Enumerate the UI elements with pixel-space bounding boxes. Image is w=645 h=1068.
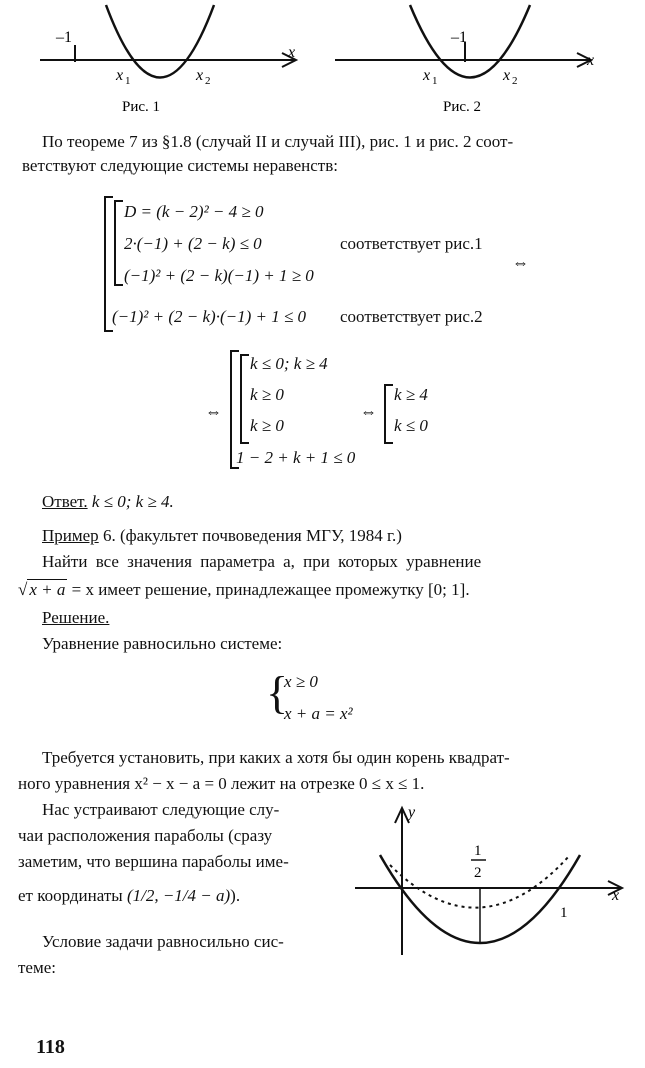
graph-x-label: x	[612, 887, 620, 904]
system-line-4: (−1)² + (2 − k)·(−1) + 1 ≤ 0	[112, 307, 307, 326]
intro-line-2: ветствуют следующие системы неравенств:	[22, 156, 338, 175]
figure-2	[325, 0, 605, 120]
task-line-2-rest: = x имеет решение, принадлежащее промежутку [0; 1].	[71, 580, 470, 599]
system-line-2: 2·(−1) + (2 − k) ≤ 0	[124, 234, 262, 253]
equiv-symbol-3: ⇔	[360, 402, 377, 421]
system3-line-2: x + a = x²	[284, 704, 353, 723]
fig2-x1-label: x	[423, 67, 431, 84]
answer-label: Ответ.	[42, 492, 88, 511]
system2-result-bracket	[384, 384, 393, 444]
sqrt-sign: √	[18, 580, 28, 599]
system2-inner-bracket	[240, 354, 249, 444]
system2-line-2: k ≥ 0	[250, 385, 284, 404]
system2-line-1: k ≤ 0; k ≥ 4	[250, 354, 328, 373]
example-label: Пример	[42, 526, 99, 545]
vertex-coordinates: (1/2, −1/4 − a)	[126, 886, 231, 905]
intro-line-1: По теореме 7 из §1.8 (случай II и случай III), рис. 1 и рис. 2 соот-	[42, 132, 514, 151]
para-line-4	[18, 886, 240, 906]
system2-result-1: k ≥ 4	[394, 385, 428, 404]
system-inner-bracket	[114, 200, 123, 286]
fig1-x2-sub: 2	[205, 75, 211, 87]
graph-y-label: y	[408, 804, 416, 821]
condition-line-1: Условие задачи равносильно сис-	[42, 932, 284, 951]
system2-result-2: k ≤ 0	[394, 416, 428, 435]
fig2-x1-sub: 1	[432, 75, 438, 87]
page-number: 118	[36, 1036, 65, 1058]
para-line-4-end: ).	[230, 886, 241, 905]
fig1-tick-label: –1	[56, 29, 72, 46]
system-line-3: (−1)² + (2 − k)(−1) + 1 ≥ 0	[124, 266, 314, 285]
system3-brace: {	[266, 667, 289, 718]
para-line-3: заметим, что вершина параболы име-	[18, 852, 289, 871]
fig2-tick-label: –1	[451, 29, 467, 46]
equiv-symbol-2: ⇔	[205, 402, 222, 421]
condition-line-2: теме:	[18, 958, 57, 977]
task-line-1: Найти все значения параметра a, при которых уравнение	[42, 552, 482, 571]
fig2-caption: Рис. 2	[443, 99, 482, 115]
example-heading	[42, 526, 402, 546]
parabola-graph	[350, 795, 640, 960]
answer-value: k ≤ 0; k ≥ 4.	[91, 492, 174, 511]
para-line-1: Нас устраивают следующие слу-	[42, 800, 280, 819]
system-label-1: соответствует рис.1	[340, 234, 483, 253]
system-line-1: D = (k − 2)² − 4 ≥ 0	[124, 202, 264, 221]
fig1-axis-label: x	[288, 44, 296, 61]
equiv-symbol-1: ⇔	[512, 253, 529, 272]
task-line-2	[18, 580, 470, 600]
sqrt-radicand: x + a	[29, 580, 66, 599]
requirement-line-1: Требуется установить, при каких a хотя бы один корень квадрат-	[42, 748, 510, 767]
system-label-2: соответствует рис.2	[340, 307, 483, 326]
system2-line-4: 1 − 2 + k + 1 ≤ 0	[236, 448, 356, 467]
fig1-x2-label: x	[196, 67, 204, 84]
graph-one-label: 1	[560, 905, 568, 921]
graph-half-den: 2	[474, 865, 482, 881]
fig2-x2-label: x	[503, 67, 511, 84]
fig1-x1-label: x	[116, 67, 124, 84]
requirement-line-2: ного уравнения x² − x − a = 0 лежит на отрезке 0 ≤ x ≤ 1.	[18, 774, 425, 793]
para-line-2: чаи расположения параболы (сразу	[18, 826, 273, 845]
system2-line-3: k ≥ 0	[250, 416, 284, 435]
fig1-caption: Рис. 1	[122, 99, 161, 115]
para-line-4-start: ет координаты	[18, 886, 123, 905]
system3-line-1: x ≥ 0	[284, 672, 318, 691]
answer	[42, 492, 174, 512]
fig2-x2-sub: 2	[512, 75, 518, 87]
equiv-text: Уравнение равносильно системе:	[42, 634, 283, 653]
graph-half-num: 1	[474, 843, 482, 859]
figure-1	[30, 0, 310, 120]
solution-label: Решение.	[42, 608, 110, 627]
example-text: 6. (факультет почвоведения МГУ, 1984 г.)	[102, 526, 402, 545]
fig1-x1-sub: 1	[125, 75, 131, 87]
fig2-axis-label: x	[587, 52, 595, 69]
